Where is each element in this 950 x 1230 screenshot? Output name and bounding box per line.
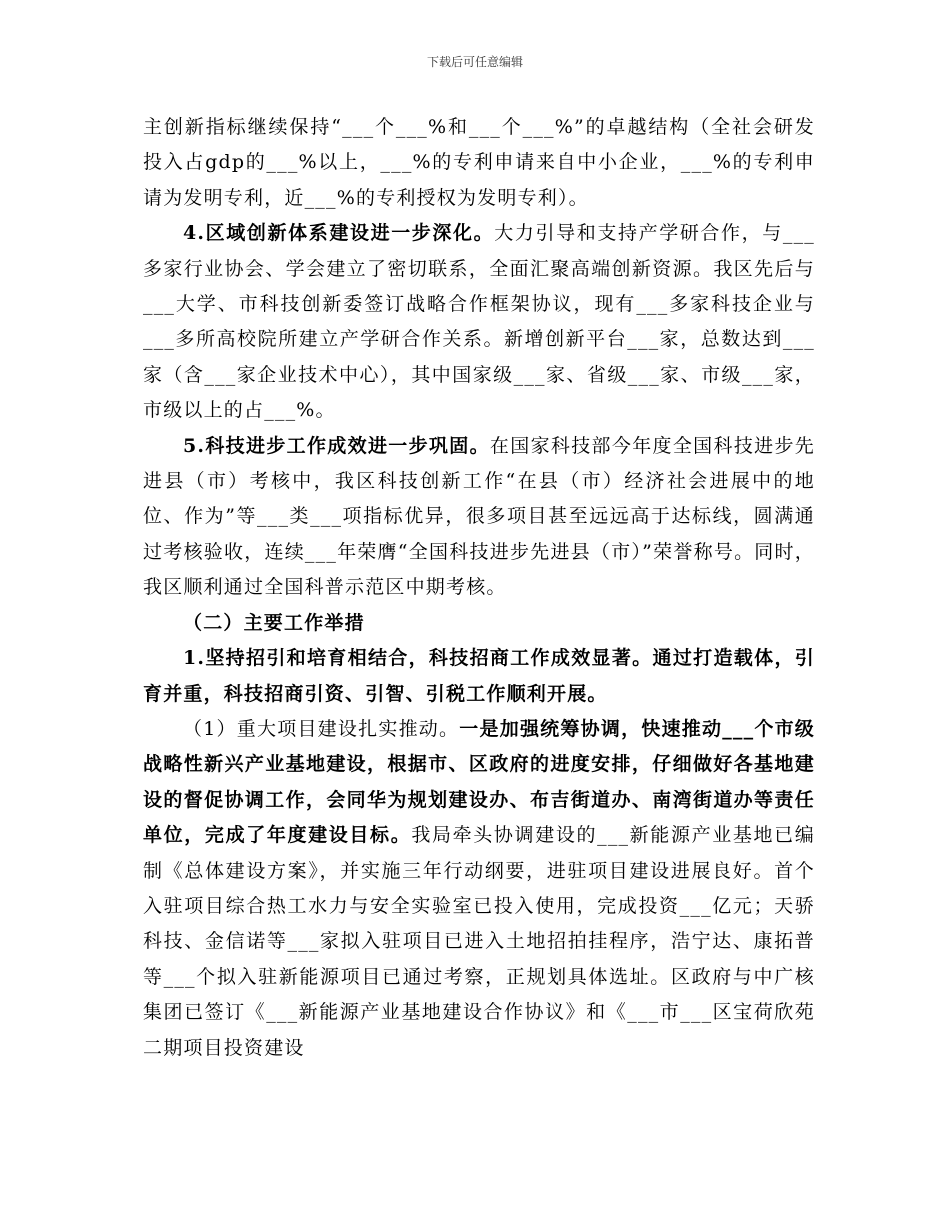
paragraph-tech-progress (143, 429, 815, 606)
paragraph-heading: 5.科技进步工作成效进一步巩固。 (183, 434, 490, 457)
paragraph-heading: 1.坚持招引和培育相结合，科技招商工作成效显著。通过打造载体，引育并重，科技招商引资、引智、引税工作顺利开展。 (143, 647, 815, 705)
paragraph-heading: 4.区域创新体系建设进一步深化。 (183, 222, 495, 245)
paragraph-major-projects (143, 712, 815, 1066)
paragraph-text: 在国家科技部今年度全国科技进步先进县（市）考核中，我区科技创新工作“在县（市）经济社会进展中的地位、作为”等___类___项指标优异，很多项目甚至远远高于达标线，圆满通过考核验收，连续___年荣膺“全国科技进步先进县（市）”荣誉称号。同时，我区顺利通过全国科普示范区中期考核。 (143, 434, 815, 599)
section-heading-measures (143, 606, 815, 641)
paragraph-emphasis: 一是加强统筹协调，快速推动___个市级战略性新兴产业基地建设，根据市、区政府的进度安排，仔细做好各基地建设的督促协调工作，会同华为规划建设办、布吉街道办、南湾街道办等责任单位，完成了年度建设目标。 (143, 717, 815, 847)
document-body (143, 110, 815, 1066)
paragraph-text: 主创新指标继续保持“___个___%和___个___%”的卓越结构（全社会研发投入占gdp的___%以上，___%的专利申请来自中小企业，___%的专利申请为发明专利，近___%的专利授权为发明专利）。 (143, 116, 815, 209)
paragraph-investment-attraction (143, 641, 815, 712)
paragraph-innovation-indicators (143, 110, 815, 216)
paragraph-text: 大力引导和支持产学研合作，与___多家行业协会、学会建立了密切联系，全面汇聚高端创新资源。我区先后与___大学、市科技创新委签订战略合作框架协议，现有___多家科技企业与___多所高校院所建立产学研合作关系。新增创新平台___家，总数达到___家（含___家企业技术中心），其中国家级___家、省级___家、市级___家，市级以上的占___%。 (143, 222, 815, 422)
section-title: （二）主要工作举措 (183, 611, 365, 634)
page-header: 下载后可任意编辑 (426, 55, 523, 69)
paragraph-text: 我局牵头协调建设的___新能源产业基地已编制《总体建设方案》，并实施三年行动纲要，进驻项目建设进展良好。首个入驻项目综合热工水力与安全实验室已投入使用，完成投资___亿元；天骄科技、金信诺等___家拟入驻项目已进入土地招拍挂程序，浩宁达、康拓普等___个拟入驻新能源项目已通过考察，正规划具体选址。区政府与中广核集团已签订《___新能源产业基地建设合作协议》和《___市___区宝荷欣苑二期项目投资建设 (143, 824, 815, 1059)
paragraph-subheading: （1）重大项目建设扎实推动。 (183, 717, 460, 740)
paragraph-regional-innovation (143, 216, 815, 428)
